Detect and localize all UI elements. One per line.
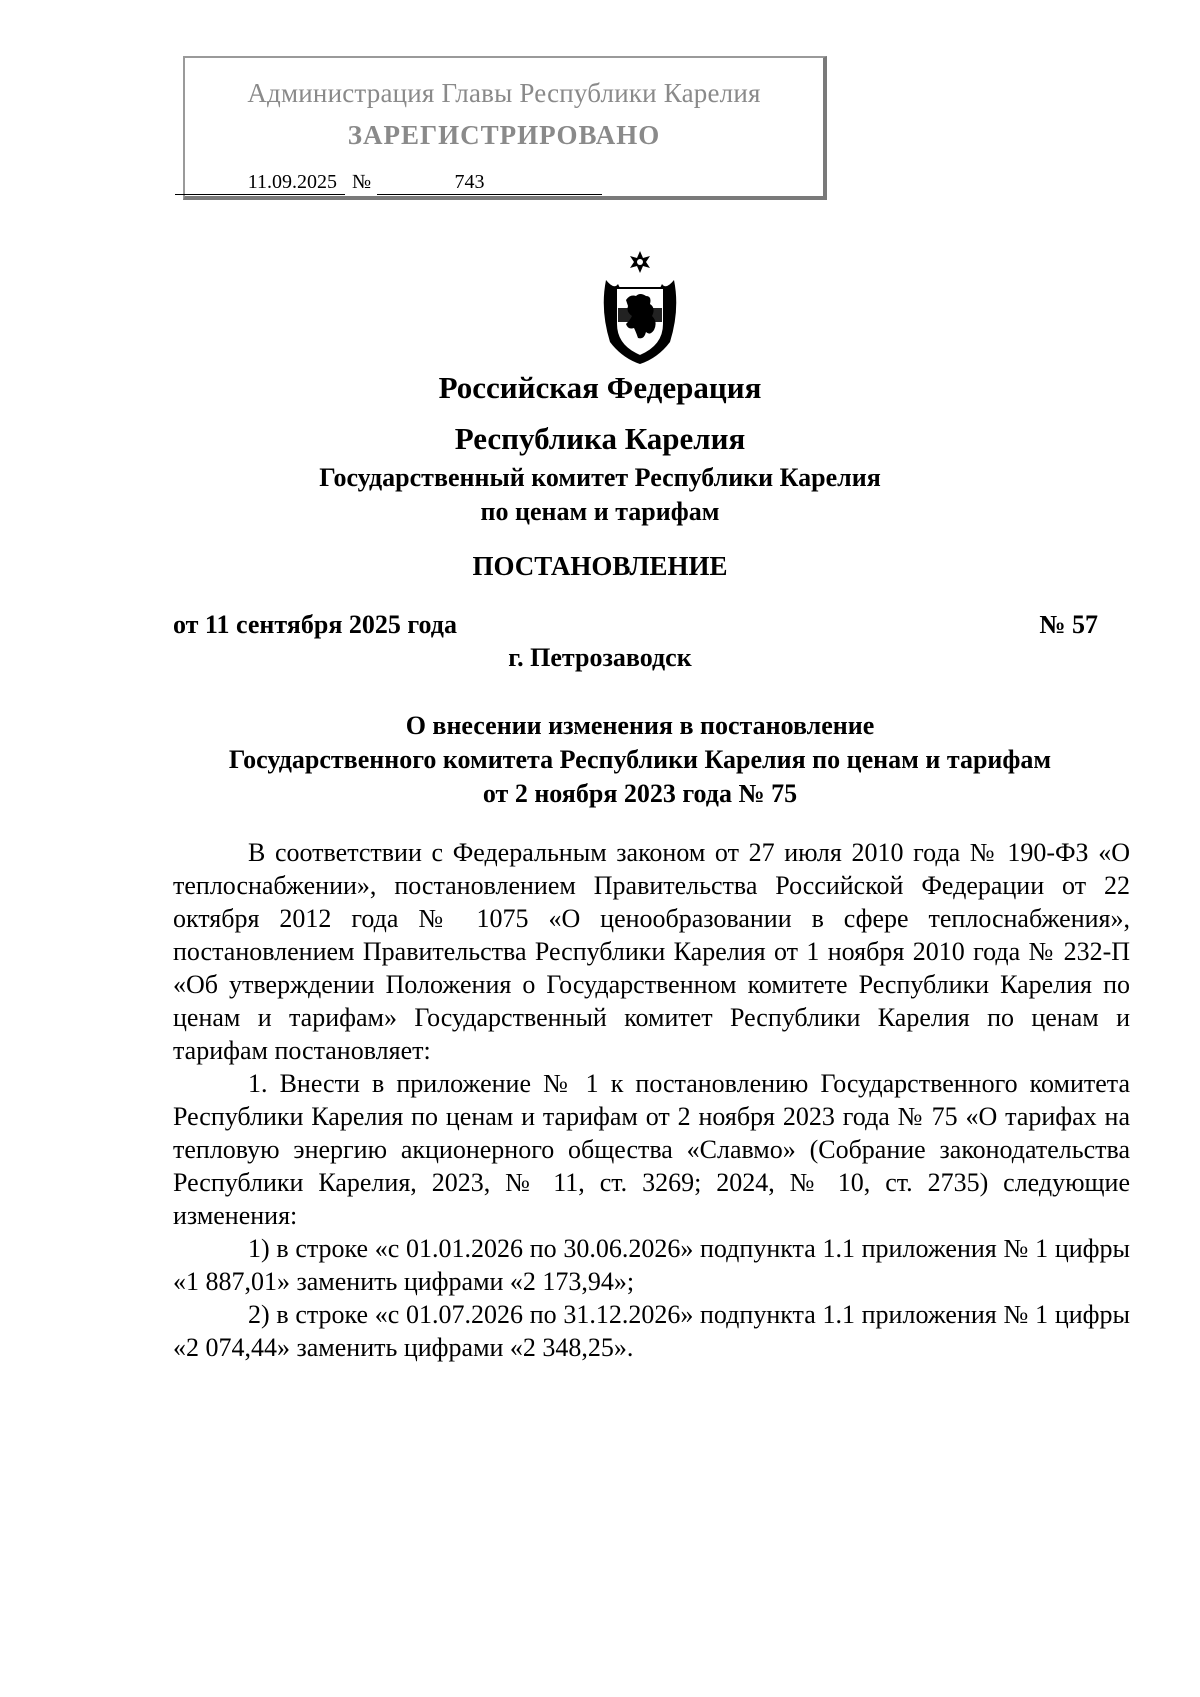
stamp-status: ЗАРЕГИСТРИРОВАНО — [347, 120, 661, 150]
document-type: ПОСТАНОВЛЕНИЕ — [472, 551, 728, 581]
item-1-1-paragraph: 1) в строке «с 01.01.2026 по 30.06.2026» подпункта 1.1 приложения № 1 цифры «1 887,01» заменить цифрами «2 173,94»; — [173, 1234, 1130, 1296]
preamble-paragraph: В соответствии с Федеральным законом от 27 июля 2010 года № 190-ФЗ «О теплоснабжении», постановлением Правительства Российской Федерации от 22 октября 2012 года № 1075 «О ценообразовании в сфере теплоснабжения», постановлением Правительства Республики Карелия от 1 ноября 2010 года № 232-П «Об утверждении Положения о Государственном комитете Республики Карелия по ценам и тарифам» Государственный комитет Республики Карелия по ценам и тарифам постановляет: — [173, 838, 1130, 1065]
stamp-reg-date: 11.09.2025 — [175, 171, 345, 195]
karelia-coat-of-arms-icon — [596, 250, 684, 366]
emblem-star — [630, 251, 650, 273]
item-1-paragraph: 1. Внести в приложение № 1 к постановлению Государственного комитета Республики Карелия по ценам и тарифам от 2 ноября 2023 года № 75 «О тарифах на тепловую энергию акционерного общества «Славмо» (Собрание законодательства Республики Карелия, 2023, № 11, ст. 3269; 2024, № 10, ст. 2735) следующие изменения: — [173, 1069, 1130, 1230]
document-number: № 57 — [1039, 610, 1098, 639]
stamp-number-sign: № — [352, 171, 372, 193]
stamp-reg-number: 743 — [377, 171, 602, 195]
country-heading: Российская Федерация — [438, 370, 762, 405]
document-body — [173, 836, 1130, 1364]
item-1-2-paragraph: 2) в строке «с 01.07.2026 по 31.12.2026» подпункта 1.1 приложения № 1 цифры «2 074,44» заменить цифрами «2 348,25». — [173, 1300, 1130, 1362]
republic-heading: Республика Карелия — [454, 421, 746, 456]
stamp-organization: Администрация Главы Республики Карелия — [247, 78, 761, 108]
title-line1: О внесении изменения в постановление — [405, 711, 875, 740]
title-line3: от 2 ноября 2023 года № 75 — [482, 779, 798, 808]
document-title — [170, 709, 1110, 811]
document-city: г. Петрозаводск — [508, 643, 692, 672]
committee-heading-line2: по ценам и тарифам — [480, 497, 720, 526]
registration-stamp — [183, 56, 827, 200]
title-line2: Государственного комитета Республики Карелия по ценам и тарифам — [228, 745, 1052, 774]
document-date: от 11 сентября 2025 года — [173, 610, 457, 639]
committee-heading-line1: Государственный комитет Республики Карелия — [319, 463, 881, 492]
